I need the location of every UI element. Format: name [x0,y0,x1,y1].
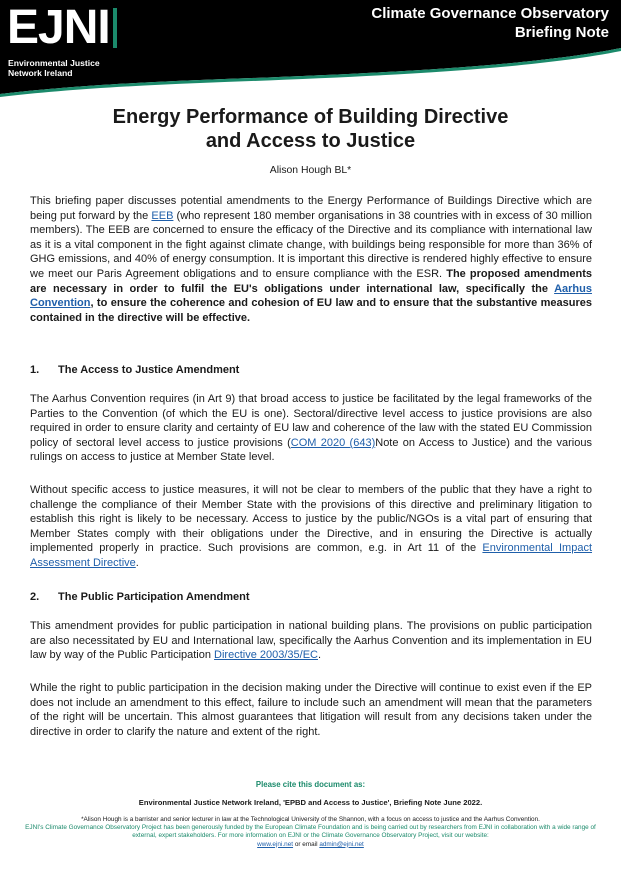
intro-bold-2: , to ensure the coherence and cohesion of EU law and to ensure that the substantive measures contained in the directive will be effective. [30,297,592,324]
section-2-title: The Public Participation Amendment [58,591,250,603]
eia-directive-link[interactable]: Environmental Impact Assessment Directive [30,542,593,569]
doc-type: Briefing Note [514,24,609,41]
section-2-number: 2. [30,591,40,603]
aarhus-convention-link[interactable]: Aarhus Convention [30,282,592,310]
section-1-paragraph-2 [30,483,592,571]
logo-subtitle [7,58,117,78]
cite-label: Please cite this document as: [255,780,366,789]
title-line2: and Access to Justice [205,130,416,152]
section-1-number: 1. [30,364,40,376]
section-2-paragraph-2: While the right to public participation in the decision making under the Directive will continue to exist even if the EP does not include an amendment to this effect, failure to include such an amendment will mean that the parameters of the right will be uncertain. This almost guarantees that litigation will result from any decisions taken under the directive in order to clarify the nature and extent of the right. [30,682,592,738]
cite-text: Environmental Justice Network Ireland, 'EPBD and Access to Justice', Briefing Note June 2022. [138,798,483,807]
intro-text-1: This briefing paper discusses potential amendments to the Energy Performance of Buildings Directive which are being put forward by the [30,195,592,222]
s1p2-text-2: . [135,556,139,569]
section-1-heading [30,363,239,377]
section-1-title: The Access to Justice Amendment [58,364,240,376]
or-email-text: or email [293,840,320,848]
s2p1-text-1: This amendment provides for public participation in national building plans. The provisions on public participation are also necessitated by EU and International law, specifically the Aarhus Convention and its implementation in EU law by way of the Public Participation [30,620,592,662]
intro-bold-1: The proposed amendments are necessary in order to fulfil the EU's obligations under international law, specifically the [30,267,593,295]
header-right [371,4,609,42]
logo-accent-bar [113,8,117,48]
intro-text-2: (who represent 180 member organisations in 38 countries with in excess of 30 million members). The EEB are concerned to ensure the efficacy of the Directive and its compliance with international law as it is a vital component in the fight against climate change, with buildings being responsible for more than 36% of GHG emissions, and 40% of energy consumption. It is important this directive is rendered highly effective to ensure we meet our Paris Agreement obligations and to ensure compliance with the ESR. [30,209,592,280]
author: Alison Hough BL* [269,165,352,176]
s1p1-text-1: The Aarhus Convention requires (in Art 9) that broad access to justice be facilitated by the legal frameworks of the Parties to the Convention (of which the EU is one). Sectoral/directive level access to justice provisions are also required in order to ensure clarity and certainty of EU law and coherence of the law with the stated EU Commission policy of sectoral level access to justice provisions ( [30,393,592,449]
footnote-contact [20,841,601,849]
eeb-link[interactable]: EEB [151,209,174,222]
s2p1-text-2: . [318,649,322,662]
s1p1-text-2: Note on Access to Justice) and the various rulings on access to justice at Member State level. [30,436,592,464]
email-link[interactable]: admin@ejni.net [319,840,364,848]
series-title: Climate Governance Observatory [371,5,609,22]
footnote-project: EJNI's Climate Governance Observatory Project has been generously funded by the European Climate Foundation and is being carried out by researchers from EJNI in collaboration with a wide range of external, expert stakeholders. For more information on EJNI or the Climate Governance Observatory Project, visit our website: [25,824,596,840]
footnote [20,816,601,849]
section-2-heading [30,590,250,604]
logo-text: EJNI [7,1,110,54]
intro-paragraph [30,194,592,325]
com-2020-643-link[interactable]: COM 2020 (643) [290,436,376,449]
logo-subtitle-line1: Environmental Justice [8,58,100,68]
page-title [0,105,621,153]
footnote-author: *Alison Hough is a barrister and senior lecturer in law at the Technological University of the Shannon, with a focus on access to justice and the Aarhus Convention. [81,816,540,823]
section-1-paragraph-1 [30,392,592,465]
logo-mark [7,2,117,54]
section-2-paragraph-1 [30,619,592,663]
s1p2-text-1: Without specific access to justice measures, it will not be clear to members of the public that they have a right to challenge the compliance of their Member State with the provisions of this directive and preliminary litigation to establish this right is likely to be necessary. Access to justice by the public/NGOs is a vital part of ensuring that Member States comply with their obligations under the Directive, and in ensuring the Directive is actually implemented properly in practice. Such provisions are common, e.g. in Art 11 of the [30,484,592,555]
ejni-logo[interactable] [7,2,117,78]
title-line1: Energy Performance of Building Directive [112,106,509,128]
website-link[interactable]: www.ejni.net [257,840,294,848]
directive-2003-35-link[interactable]: Directive 2003/35/EC [214,649,318,662]
logo-subtitle-line2: Network Ireland [8,68,73,78]
